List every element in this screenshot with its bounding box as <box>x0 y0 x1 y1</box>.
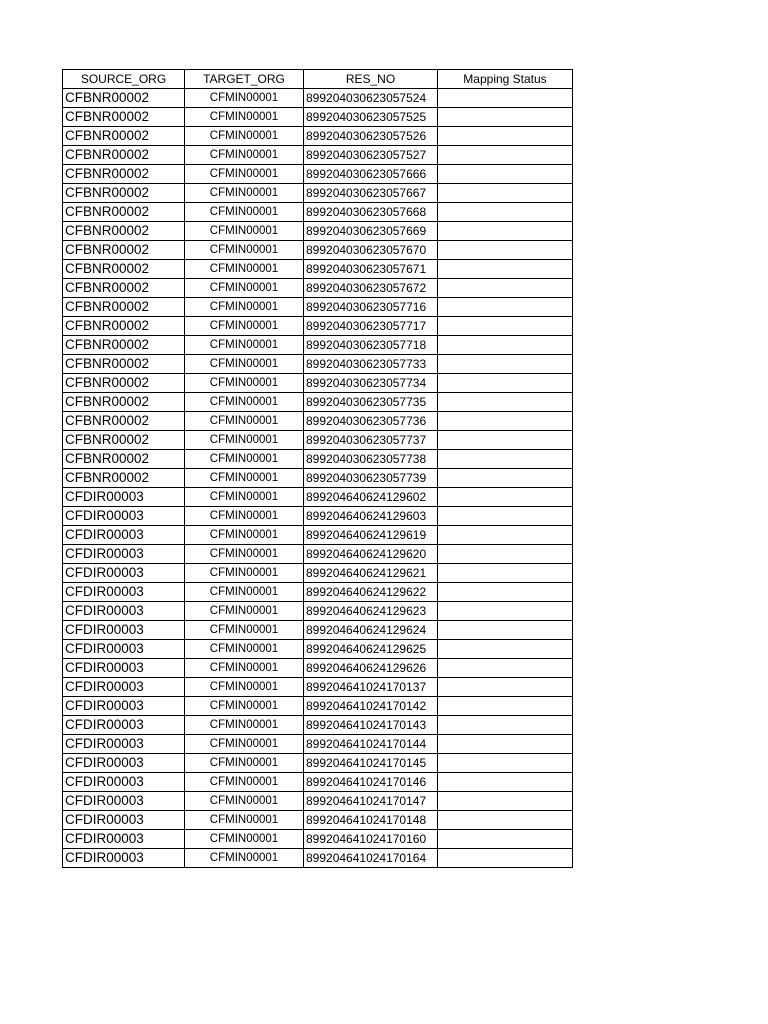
cell-res-no: 899204641024170160 <box>304 830 438 849</box>
cell-source-org: CFDIR00003 <box>63 583 185 602</box>
cell-target-org: CFMIN00001 <box>185 716 304 735</box>
table-row <box>63 602 573 621</box>
cell-mapping-status <box>438 792 573 811</box>
table-row <box>63 507 573 526</box>
cell-target-org: CFMIN00001 <box>185 735 304 754</box>
table-row <box>63 431 573 450</box>
cell-res-no: 899204640624129602 <box>304 488 438 507</box>
cell-source-org: CFDIR00003 <box>63 659 185 678</box>
cell-res-no: 899204640624129622 <box>304 583 438 602</box>
cell-mapping-status <box>438 108 573 127</box>
cell-res-no: 899204030623057736 <box>304 412 438 431</box>
table-row <box>63 583 573 602</box>
cell-mapping-status <box>438 412 573 431</box>
cell-mapping-status <box>438 203 573 222</box>
cell-res-no: 899204640624129625 <box>304 640 438 659</box>
cell-mapping-status <box>438 222 573 241</box>
cell-source-org: CFBNR00002 <box>63 146 185 165</box>
cell-mapping-status <box>438 507 573 526</box>
cell-source-org: CFDIR00003 <box>63 716 185 735</box>
cell-mapping-status <box>438 184 573 203</box>
table-row <box>63 393 573 412</box>
table-body <box>63 89 573 868</box>
table-row <box>63 146 573 165</box>
table-row <box>63 811 573 830</box>
cell-res-no: 899204640624129621 <box>304 564 438 583</box>
cell-source-org: CFBNR00002 <box>63 336 185 355</box>
table-row <box>63 241 573 260</box>
cell-target-org: CFMIN00001 <box>185 165 304 184</box>
table-row <box>63 127 573 146</box>
cell-source-org: CFDIR00003 <box>63 564 185 583</box>
cell-res-no: 899204030623057735 <box>304 393 438 412</box>
cell-target-org: CFMIN00001 <box>185 564 304 583</box>
cell-source-org: CFDIR00003 <box>63 811 185 830</box>
cell-target-org: CFMIN00001 <box>185 488 304 507</box>
cell-res-no: 899204641024170146 <box>304 773 438 792</box>
cell-target-org: CFMIN00001 <box>185 431 304 450</box>
cell-res-no: 899204030623057739 <box>304 469 438 488</box>
cell-mapping-status <box>438 146 573 165</box>
table-row <box>63 165 573 184</box>
table-row <box>63 621 573 640</box>
cell-source-org: CFBNR00002 <box>63 108 185 127</box>
table-row <box>63 203 573 222</box>
cell-source-org: CFDIR00003 <box>63 792 185 811</box>
cell-source-org: CFDIR00003 <box>63 849 185 868</box>
cell-mapping-status <box>438 697 573 716</box>
cell-res-no: 899204030623057717 <box>304 317 438 336</box>
cell-res-no: 899204640624129620 <box>304 545 438 564</box>
cell-source-org: CFBNR00002 <box>63 393 185 412</box>
cell-res-no: 899204641024170143 <box>304 716 438 735</box>
table-row <box>63 279 573 298</box>
cell-target-org: CFMIN00001 <box>185 260 304 279</box>
table-header <box>63 70 573 89</box>
cell-res-no: 899204640624129624 <box>304 621 438 640</box>
cell-target-org: CFMIN00001 <box>185 792 304 811</box>
cell-res-no: 899204030623057667 <box>304 184 438 203</box>
table-row <box>63 336 573 355</box>
cell-res-no: 899204030623057527 <box>304 146 438 165</box>
cell-res-no: 899204030623057526 <box>304 127 438 146</box>
cell-source-org: CFDIR00003 <box>63 526 185 545</box>
cell-source-org: CFBNR00002 <box>63 184 185 203</box>
cell-res-no: 899204030623057718 <box>304 336 438 355</box>
cell-target-org: CFMIN00001 <box>185 374 304 393</box>
cell-res-no: 899204640624129626 <box>304 659 438 678</box>
cell-target-org: CFMIN00001 <box>185 108 304 127</box>
cell-res-no: 899204640624129603 <box>304 507 438 526</box>
cell-mapping-status <box>438 488 573 507</box>
cell-source-org: CFBNR00002 <box>63 203 185 222</box>
cell-res-no: 899204030623057734 <box>304 374 438 393</box>
cell-target-org: CFMIN00001 <box>185 678 304 697</box>
cell-mapping-status <box>438 279 573 298</box>
cell-target-org: CFMIN00001 <box>185 184 304 203</box>
cell-target-org: CFMIN00001 <box>185 849 304 868</box>
cell-source-org: CFBNR00002 <box>63 165 185 184</box>
cell-mapping-status <box>438 431 573 450</box>
cell-mapping-status <box>438 773 573 792</box>
cell-mapping-status <box>438 564 573 583</box>
cell-mapping-status <box>438 469 573 488</box>
cell-source-org: CFDIR00003 <box>63 830 185 849</box>
cell-target-org: CFMIN00001 <box>185 640 304 659</box>
cell-res-no: 899204030623057672 <box>304 279 438 298</box>
cell-mapping-status <box>438 127 573 146</box>
cell-mapping-status <box>438 545 573 564</box>
cell-source-org: CFDIR00003 <box>63 754 185 773</box>
cell-res-no: 899204030623057670 <box>304 241 438 260</box>
cell-source-org: CFBNR00002 <box>63 260 185 279</box>
cell-target-org: CFMIN00001 <box>185 697 304 716</box>
cell-target-org: CFMIN00001 <box>185 146 304 165</box>
table-row <box>63 298 573 317</box>
cell-res-no: 899204030623057737 <box>304 431 438 450</box>
table-row <box>63 526 573 545</box>
cell-mapping-status <box>438 830 573 849</box>
cell-mapping-status <box>438 450 573 469</box>
header-res-no: RES_NO <box>304 70 438 89</box>
table-row <box>63 222 573 241</box>
cell-target-org: CFMIN00001 <box>185 469 304 488</box>
cell-target-org: CFMIN00001 <box>185 773 304 792</box>
header-target-org: TARGET_ORG <box>185 70 304 89</box>
table-row <box>63 108 573 127</box>
cell-mapping-status <box>438 89 573 108</box>
header-mapping-status: Mapping Status <box>438 70 573 89</box>
table-row <box>63 659 573 678</box>
cell-res-no: 899204640624129619 <box>304 526 438 545</box>
cell-target-org: CFMIN00001 <box>185 241 304 260</box>
cell-target-org: CFMIN00001 <box>185 659 304 678</box>
table-row <box>63 849 573 868</box>
cell-source-org: CFBNR00002 <box>63 374 185 393</box>
cell-mapping-status <box>438 735 573 754</box>
table-row <box>63 260 573 279</box>
cell-mapping-status <box>438 393 573 412</box>
table-row <box>63 564 573 583</box>
cell-target-org: CFMIN00001 <box>185 450 304 469</box>
table-row <box>63 773 573 792</box>
cell-mapping-status <box>438 811 573 830</box>
cell-target-org: CFMIN00001 <box>185 222 304 241</box>
cell-mapping-status <box>438 659 573 678</box>
cell-source-org: CFBNR00002 <box>63 279 185 298</box>
table-row <box>63 735 573 754</box>
table-row <box>63 89 573 108</box>
table-row <box>63 374 573 393</box>
cell-target-org: CFMIN00001 <box>185 127 304 146</box>
table-row <box>63 488 573 507</box>
cell-target-org: CFMIN00001 <box>185 830 304 849</box>
cell-target-org: CFMIN00001 <box>185 507 304 526</box>
table-row <box>63 716 573 735</box>
cell-target-org: CFMIN00001 <box>185 602 304 621</box>
cell-target-org: CFMIN00001 <box>185 203 304 222</box>
cell-res-no: 899204030623057671 <box>304 260 438 279</box>
cell-res-no: 899204030623057716 <box>304 298 438 317</box>
cell-target-org: CFMIN00001 <box>185 298 304 317</box>
cell-res-no: 899204030623057738 <box>304 450 438 469</box>
cell-mapping-status <box>438 165 573 184</box>
cell-res-no: 899204030623057524 <box>304 89 438 108</box>
cell-target-org: CFMIN00001 <box>185 317 304 336</box>
cell-mapping-status <box>438 716 573 735</box>
cell-res-no: 899204030623057669 <box>304 222 438 241</box>
table-row <box>63 450 573 469</box>
cell-mapping-status <box>438 621 573 640</box>
cell-mapping-status <box>438 583 573 602</box>
cell-mapping-status <box>438 317 573 336</box>
cell-mapping-status <box>438 260 573 279</box>
table-row <box>63 545 573 564</box>
cell-target-org: CFMIN00001 <box>185 526 304 545</box>
cell-source-org: CFBNR00002 <box>63 317 185 336</box>
cell-target-org: CFMIN00001 <box>185 336 304 355</box>
cell-target-org: CFMIN00001 <box>185 754 304 773</box>
cell-res-no: 899204030623057668 <box>304 203 438 222</box>
cell-source-org: CFDIR00003 <box>63 621 185 640</box>
cell-target-org: CFMIN00001 <box>185 393 304 412</box>
cell-source-org: CFDIR00003 <box>63 697 185 716</box>
cell-mapping-status <box>438 355 573 374</box>
cell-res-no: 899204641024170148 <box>304 811 438 830</box>
cell-res-no: 899204030623057525 <box>304 108 438 127</box>
cell-source-org: CFDIR00003 <box>63 773 185 792</box>
cell-target-org: CFMIN00001 <box>185 583 304 602</box>
cell-target-org: CFMIN00001 <box>185 621 304 640</box>
cell-mapping-status <box>438 678 573 697</box>
table-row <box>63 697 573 716</box>
cell-source-org: CFBNR00002 <box>63 469 185 488</box>
cell-target-org: CFMIN00001 <box>185 355 304 374</box>
cell-mapping-status <box>438 241 573 260</box>
cell-mapping-status <box>438 602 573 621</box>
cell-res-no: 899204641024170142 <box>304 697 438 716</box>
cell-res-no: 899204641024170145 <box>304 754 438 773</box>
cell-mapping-status <box>438 754 573 773</box>
table-row <box>63 754 573 773</box>
cell-source-org: CFBNR00002 <box>63 89 185 108</box>
header-row <box>63 70 573 89</box>
table-row <box>63 412 573 431</box>
cell-source-org: CFBNR00002 <box>63 127 185 146</box>
table-row <box>63 830 573 849</box>
cell-target-org: CFMIN00001 <box>185 545 304 564</box>
header-source-org: SOURCE_ORG <box>63 70 185 89</box>
cell-mapping-status <box>438 849 573 868</box>
cell-source-org: CFDIR00003 <box>63 488 185 507</box>
table-row <box>63 678 573 697</box>
cell-target-org: CFMIN00001 <box>185 412 304 431</box>
cell-source-org: CFDIR00003 <box>63 602 185 621</box>
table-row <box>63 469 573 488</box>
cell-res-no: 899204641024170137 <box>304 678 438 697</box>
cell-res-no: 899204641024170147 <box>304 792 438 811</box>
cell-source-org: CFDIR00003 <box>63 735 185 754</box>
cell-source-org: CFDIR00003 <box>63 678 185 697</box>
cell-source-org: CFBNR00002 <box>63 222 185 241</box>
cell-res-no: 899204641024170164 <box>304 849 438 868</box>
cell-res-no: 899204030623057666 <box>304 165 438 184</box>
cell-mapping-status <box>438 298 573 317</box>
cell-source-org: CFBNR00002 <box>63 355 185 374</box>
table-row <box>63 317 573 336</box>
cell-source-org: CFBNR00002 <box>63 412 185 431</box>
cell-source-org: CFBNR00002 <box>63 450 185 469</box>
cell-target-org: CFMIN00001 <box>185 811 304 830</box>
cell-source-org: CFDIR00003 <box>63 507 185 526</box>
cell-mapping-status <box>438 336 573 355</box>
cell-mapping-status <box>438 374 573 393</box>
cell-target-org: CFMIN00001 <box>185 279 304 298</box>
cell-source-org: CFBNR00002 <box>63 431 185 450</box>
table-row <box>63 184 573 203</box>
cell-source-org: CFBNR00002 <box>63 241 185 260</box>
table-row <box>63 640 573 659</box>
cell-mapping-status <box>438 640 573 659</box>
cell-res-no: 899204640624129623 <box>304 602 438 621</box>
cell-res-no: 899204030623057733 <box>304 355 438 374</box>
cell-source-org: CFBNR00002 <box>63 298 185 317</box>
cell-source-org: CFDIR00003 <box>63 545 185 564</box>
cell-res-no: 899204641024170144 <box>304 735 438 754</box>
cell-target-org: CFMIN00001 <box>185 89 304 108</box>
cell-source-org: CFDIR00003 <box>63 640 185 659</box>
mapping-table <box>62 69 573 868</box>
table-row <box>63 355 573 374</box>
cell-mapping-status <box>438 526 573 545</box>
table-row <box>63 792 573 811</box>
